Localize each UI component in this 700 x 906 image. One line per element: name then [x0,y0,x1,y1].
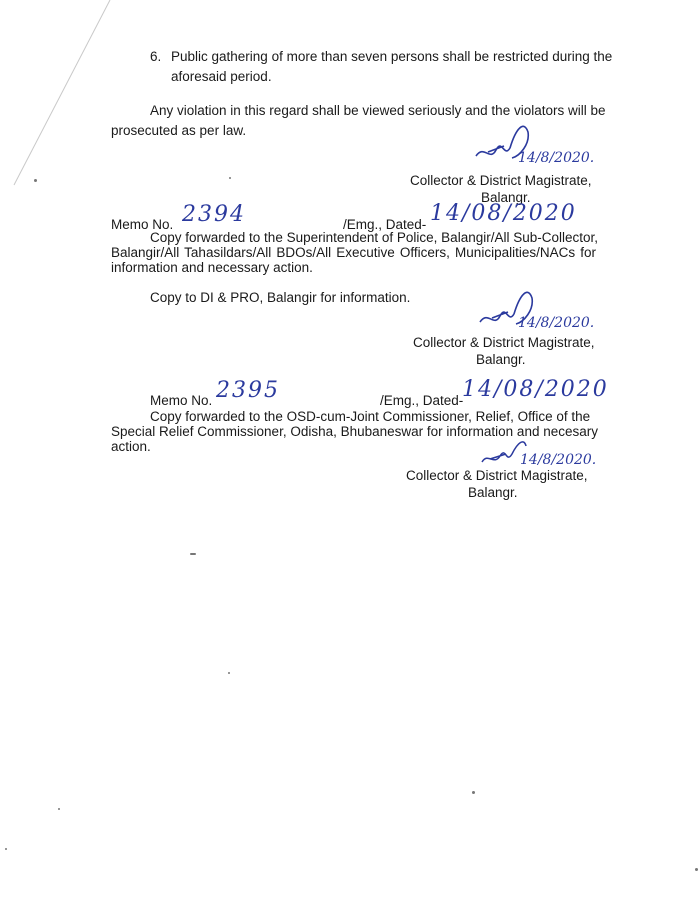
signature-3-date: 14/8/2020. [520,452,597,468]
block-3-place: Balangr. [468,485,518,500]
memo-2-line2: Special Relief Commissioner, Odisha, Bhubaneswar for information and necesary [111,424,598,439]
block-3-designation: Collector & District Magistrate, [406,468,588,483]
violation-line2: prosecuted as per law. [111,123,247,138]
signature-1-date: 14/8/2020. [518,150,595,166]
memo-2-emg-label: /Emg., Dated- [380,393,464,408]
memo-1-emg-label: /Emg., Dated- [343,217,427,232]
block-1-designation: Collector & District Magistrate, [410,173,592,188]
scan-speck [472,791,475,794]
scan-speck [5,848,7,850]
memo-1-label: Memo No. [111,217,174,232]
signature-2-date: 14/8/2020. [518,315,595,331]
item-6-line1: Public gathering of more than seven persons shall be restricted during the [171,49,613,64]
scan-speck [695,868,698,871]
block-1-place: Balangr. [481,190,531,205]
memo-2-number: 2395 [216,378,280,403]
scan-speck [190,553,196,555]
memo-2-label: Memo No. [150,393,213,408]
memo-1-date: 14/08/2020 [430,201,577,226]
memo-1-copy-to: Copy to DI & PRO, Balangir for information. [150,290,411,305]
memo-2-line3: action. [111,439,151,454]
scan-speck [34,179,37,182]
memo-1-line2: Balangir/All Tahasildars/All BDOs/All Executive Officers, Municipalities/NACs for [111,245,596,260]
violation-line1: Any violation in this regard shall be viewed seriously and the violators will be [150,103,606,118]
item-6-line2: aforesaid period. [171,69,272,84]
memo-1-number: 2394 [182,202,246,227]
item-6-number: 6. [150,49,162,64]
scan-speck [58,808,60,810]
memo-2-line1: Copy forwarded to the OSD-cum-Joint Commissioner, Relief, Office of the [150,409,591,424]
memo-2-date: 14/08/2020 [462,377,609,402]
scan-speck [228,672,230,674]
scan-edge-line [0,0,120,200]
scan-speck [229,177,231,179]
memo-1-line3: information and necessary action. [111,260,313,275]
block-2-place: Balangr. [476,352,526,367]
block-2-designation: Collector & District Magistrate, [413,335,595,350]
memo-1-line1: Copy forwarded to the Superintendent of Police, Balangir/All Sub-Collector, [150,230,599,245]
